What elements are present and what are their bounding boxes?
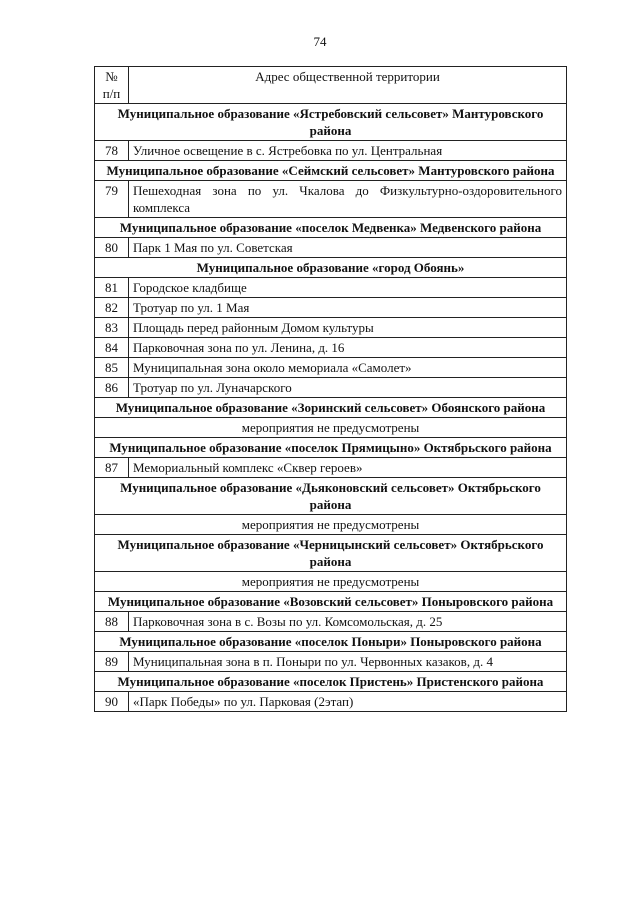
municipality-heading: Муниципальное образование «город Обоянь» — [95, 258, 567, 278]
row-number: 82 — [95, 298, 129, 318]
row-address: «Парк Победы» по ул. Парковая (2этап) — [129, 692, 567, 712]
table-body — [95, 104, 567, 712]
no-measures-row — [95, 418, 567, 438]
municipality-section-row — [95, 398, 567, 418]
row-address: Мемориальный комплекс «Сквер героев» — [129, 458, 567, 478]
table-header-row — [95, 67, 567, 104]
no-measures-note: мероприятия не предусмотрены — [95, 418, 567, 438]
no-measures-row — [95, 572, 567, 592]
row-number: 88 — [95, 612, 129, 632]
row-address: Парковочная зона по ул. Ленина, д. 16 — [129, 338, 567, 358]
header-number-cell — [95, 67, 129, 104]
row-address: Парковочная зона в с. Возы по ул. Комсомольская, д. 25 — [129, 612, 567, 632]
table-row — [95, 238, 567, 258]
table-row — [95, 692, 567, 712]
municipality-section-row — [95, 632, 567, 652]
municipality-heading: Муниципальное образование «Ястребовский сельсовет» Мантуровского района — [95, 104, 567, 141]
no-measures-note: мероприятия не предусмотрены — [95, 572, 567, 592]
row-number: 81 — [95, 278, 129, 298]
municipality-heading: Муниципальное образование «поселок Поныри» Поныровского района — [95, 632, 567, 652]
municipality-section-row — [95, 104, 567, 141]
row-number: 79 — [95, 181, 129, 218]
table-row — [95, 338, 567, 358]
public-territories-table — [94, 66, 567, 712]
row-number: 84 — [95, 338, 129, 358]
row-address: Площадь перед районным Домом культуры — [129, 318, 567, 338]
table-row — [95, 378, 567, 398]
table-row — [95, 278, 567, 298]
row-address: Тротуар по ул. Луначарского — [129, 378, 567, 398]
row-number: 78 — [95, 141, 129, 161]
municipality-section-row — [95, 258, 567, 278]
row-address: Парк 1 Мая по ул. Советская — [129, 238, 567, 258]
municipality-section-row — [95, 535, 567, 572]
row-number: 89 — [95, 652, 129, 672]
row-address: Тротуар по ул. 1 Мая — [129, 298, 567, 318]
header-address-cell: Адрес общественной территории — [129, 67, 567, 104]
row-number: 86 — [95, 378, 129, 398]
municipality-section-row — [95, 161, 567, 181]
municipality-section-row — [95, 438, 567, 458]
page-number: 74 — [313, 34, 327, 49]
no-measures-note: мероприятия не предусмотрены — [95, 515, 567, 535]
row-number: 80 — [95, 238, 129, 258]
table-row — [95, 358, 567, 378]
municipality-section-row — [95, 218, 567, 238]
row-address: Городское кладбище — [129, 278, 567, 298]
row-number: 87 — [95, 458, 129, 478]
row-address: Пешеходная зона по ул. Чкалова до Физкультурно-оздоровительного комплекса — [129, 181, 567, 218]
header-number-label: № — [105, 69, 118, 84]
table-row — [95, 458, 567, 478]
table-row — [95, 318, 567, 338]
table-row — [95, 652, 567, 672]
row-number: 83 — [95, 318, 129, 338]
municipality-heading: Муниципальное образование «Дьяконовский сельсовет» Октябрьского района — [95, 478, 567, 515]
municipality-heading: Муниципальное образование «поселок Прямицыно» Октябрьского района — [95, 438, 567, 458]
row-address: Уличное освещение в с. Ястребовка по ул. Центральная — [129, 141, 567, 161]
municipality-heading: Муниципальное образование «Зоринский сельсовет» Обоянского района — [95, 398, 567, 418]
table-row — [95, 298, 567, 318]
municipality-heading: Муниципальное образование «Сеймский сельсовет» Мантуровского района — [95, 161, 567, 181]
municipality-heading: Муниципальное образование «Возовский сельсовет» Поныровского района — [95, 592, 567, 612]
header-number-sublabel: п/п — [102, 86, 121, 101]
table-row — [95, 181, 567, 218]
table-row — [95, 612, 567, 632]
municipality-heading: Муниципальное образование «поселок Медвенка» Медвенского района — [95, 218, 567, 238]
row-number: 85 — [95, 358, 129, 378]
municipality-heading: Муниципальное образование «поселок Пристень» Пристенского района — [95, 672, 567, 692]
municipality-section-row — [95, 478, 567, 515]
municipality-section-row — [95, 592, 567, 612]
municipality-heading: Муниципальное образование «Черницынский сельсовет» Октябрьского района — [95, 535, 567, 572]
row-address: Муниципальная зона около мемориала «Самолет» — [129, 358, 567, 378]
row-number: 90 — [95, 692, 129, 712]
no-measures-row — [95, 515, 567, 535]
row-address: Муниципальная зона в п. Поныри по ул. Червонных казаков, д. 4 — [129, 652, 567, 672]
municipality-section-row — [95, 672, 567, 692]
table-row — [95, 141, 567, 161]
